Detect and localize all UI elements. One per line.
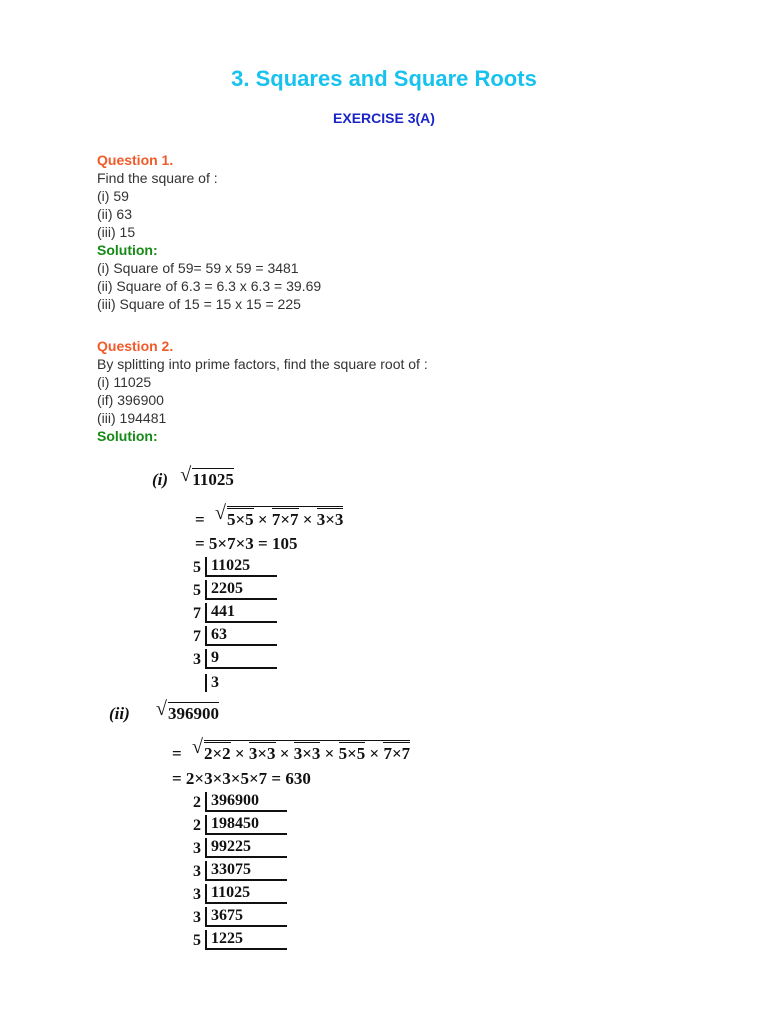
part-ii-radicand: 396900 [168,704,220,723]
part-i-radicand: 11025 [192,470,234,489]
part-ii-division-table [185,789,287,950]
question-1-solution-line: (i) Square of 59= 59 x 59 = 3481 [97,260,299,276]
page-title: 3. Squares and Square Roots [231,66,537,91]
part-ii-heading [109,698,220,724]
division-row: 7 63 [185,623,277,646]
part-ii-expansion [172,736,411,764]
question-1-title: Question 1. [97,152,174,168]
question-1-item: (ii) 63 [97,206,133,222]
question-2-item: (if) 396900 [97,392,164,408]
division-row: 2 198450 [185,812,287,835]
division-row: 3 33075 [185,858,287,881]
factor-pair: 5×5 [338,744,366,763]
question-1-item: (iii) 15 [97,224,136,240]
question-2-prompt: By splitting into prime factors, find the square root of : [97,356,428,372]
question-2-solution-label: Solution: [97,428,158,444]
division-row: 3 3675 [185,904,287,927]
factor-pair: 7×7 [271,510,299,529]
sqrt-symbol: √ 5×5 × 7×7 × 3×3 [214,502,344,529]
exercise-heading: EXERCISE 3(A) [333,110,435,126]
sqrt-symbol: √ 2×2 × 3×3 × 3×3 × 5×5 × 7×7 [191,736,411,763]
question-1-prompt: Find the square of : [97,170,218,186]
part-i-label: (i) [152,470,169,489]
division-row: 7 441 [185,600,277,623]
question-2-item: (i) 11025 [97,374,152,390]
division-row: 5 11025 [185,554,277,577]
question-1-solution-line: (ii) Square of 6.3 = 6.3 x 6.3 = 39.69 [97,278,322,294]
division-row: 5 2205 [185,577,277,600]
division-row: 2 396900 [185,789,287,812]
part-ii-label: (ii) [109,704,130,723]
division-row: 3 [185,669,277,692]
question-2-item: (iii) 194481 [97,410,167,426]
question-2-title: Question 2. [97,338,174,354]
factor-pair: 3×3 [316,510,344,529]
division-row: 5 1225 [185,927,287,950]
sqrt-symbol: √ 11025 [180,464,234,489]
factor-pair: 2×2 [203,744,231,763]
question-1-solution-line: (iii) Square of 15 = 15 x 15 = 225 [97,296,301,312]
part-ii-result: = 2×3×3×5×7 = 630 [172,769,311,788]
division-row: 3 99225 [185,835,287,858]
equals-sign: = [172,744,182,763]
factor-pair: 5×5 [226,510,254,529]
part-i-heading [152,464,234,490]
part-i-result: = 5×7×3 = 105 [195,534,298,553]
factor-pair: 7×7 [383,744,411,763]
factor-pair: 3×3 [293,744,321,763]
question-1 [97,151,321,313]
question-2 [97,337,428,445]
question-1-solution-label: Solution: [97,242,158,258]
division-row: 3 9 [185,646,277,669]
question-1-item: (i) 59 [97,188,129,204]
part-i-expansion [195,502,344,530]
part-i-division-table [185,554,277,692]
division-row: 3 11025 [185,881,287,904]
factor-pair: 3×3 [248,744,276,763]
equals-sign: = [195,510,205,529]
sqrt-symbol: √ 396900 [156,698,220,723]
